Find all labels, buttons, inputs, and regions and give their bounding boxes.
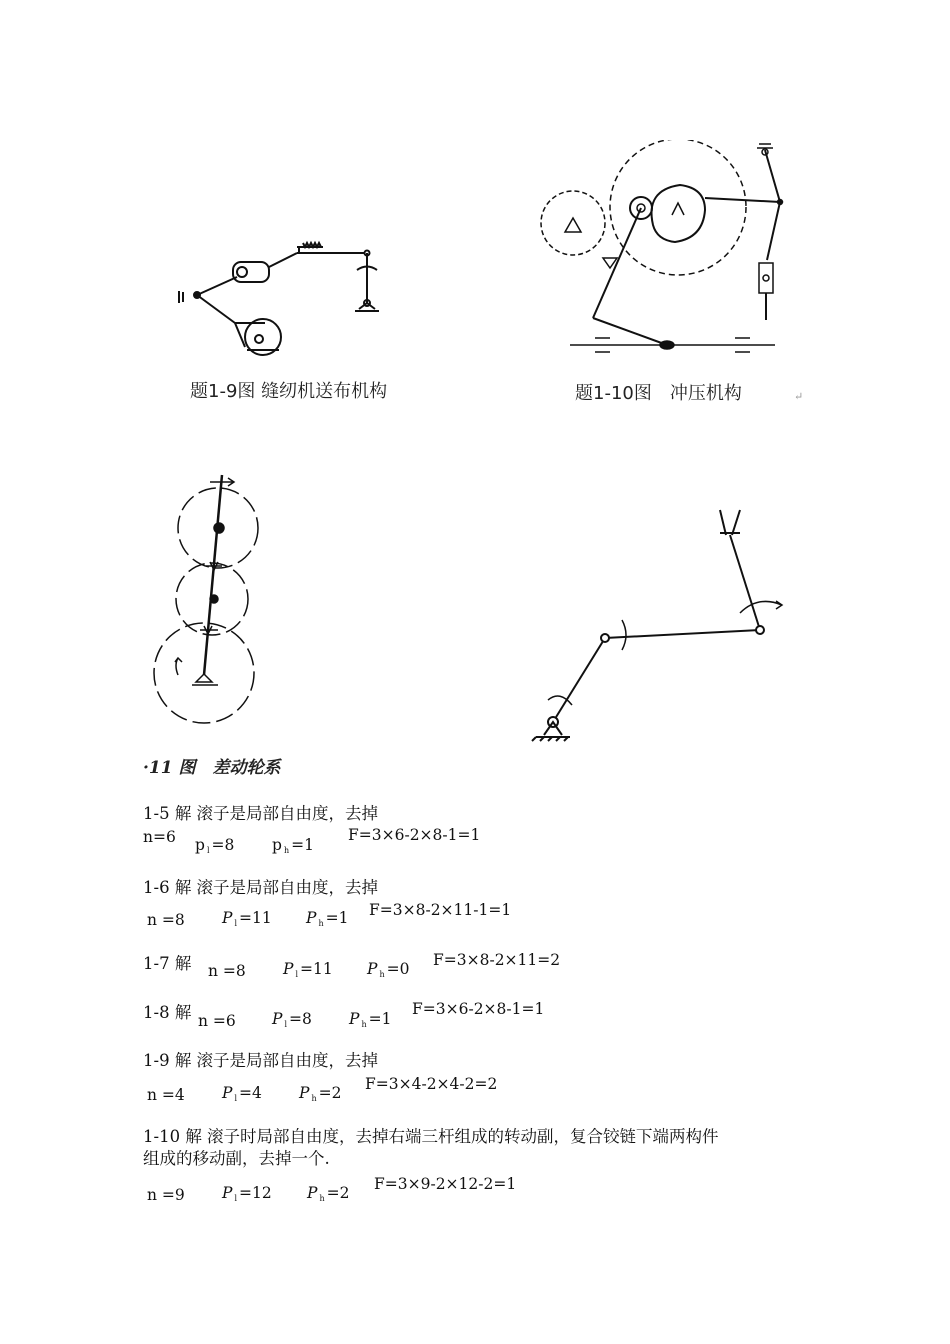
- solution-1-7-ph: P $_h$ =0: [367, 960, 410, 979]
- solution-1-5-pl: p $_l$ =8: [195, 836, 235, 855]
- figure-1-10-diagram: [535, 140, 795, 355]
- solution-1-9-n: n =4: [147, 1086, 185, 1104]
- paragraph-mark-icon: ↵: [794, 390, 804, 403]
- solution-1-6-pl: P $_l$ =11: [222, 909, 272, 928]
- solution-1-7-formula: F=3×8-2×11=2: [433, 951, 561, 969]
- solution-1-5-formula: F=3×6-2×8-1=1: [348, 826, 481, 844]
- solution-1-5-ph: p $_h$ =1: [272, 836, 314, 855]
- solution-1-10-pl: P $_l$ =12: [222, 1184, 272, 1203]
- solution-1-6-ph: P $_h$ =1: [306, 909, 349, 928]
- figure-1-11-caption: ·11 图 差动轮系: [143, 758, 281, 778]
- figure-1-10-caption: 题1-10图 冲压机构: [575, 383, 742, 404]
- solution-1-6-title: 1-6 解 滚子是局部自由度，去掉: [143, 878, 379, 897]
- figure-1-9-diagram: [175, 235, 395, 360]
- solution-1-10-title-line2: 组成的移动副，去掉一个.: [143, 1149, 330, 1168]
- solution-1-10-formula: F=3×9-2×12-2=1: [374, 1175, 517, 1193]
- solution-1-7-pl: P $_l$ =11: [283, 960, 333, 979]
- solution-1-10-ph: P $_h$ =2: [307, 1184, 350, 1203]
- solution-1-9-pl: P $_l$ =4: [222, 1084, 262, 1103]
- solution-1-10-title: 1-10 解 滚子时局部自由度，去掉右端三杆组成的转动副，复合铰链下端两构件: [143, 1127, 719, 1146]
- solution-1-7-title: 1-7 解: [143, 954, 192, 973]
- solution-1-10-n: n =9: [147, 1186, 185, 1204]
- solution-1-7-n: n =8: [208, 962, 246, 980]
- solution-1-6-n: n =8: [147, 911, 185, 929]
- solution-1-9-title: 1-9 解 滚子是局部自由度，去掉: [143, 1051, 379, 1070]
- solution-1-9-ph: P $_h$ =2: [299, 1084, 342, 1103]
- solution-1-5-title: 1-5 解 滚子是局部自由度，去掉: [143, 804, 379, 823]
- solution-1-5-n: n=6: [143, 828, 176, 846]
- figure-1-12-diagram: [530, 505, 800, 745]
- figure-1-9-caption: 题1-9图 缝纫机送布机构: [190, 381, 388, 402]
- solution-1-8-n: n =6: [198, 1012, 236, 1030]
- solution-1-9-formula: F=3×4-2×4-2=2: [365, 1075, 498, 1093]
- solution-1-8-title: 1-8 解: [143, 1003, 192, 1022]
- solution-1-6-formula: F=3×8-2×11-1=1: [369, 901, 512, 919]
- figure-1-11-diagram: [148, 470, 268, 725]
- solution-1-8-ph: P $_h$ =1: [349, 1010, 392, 1029]
- solution-1-8-pl: P $_l$ =8: [272, 1010, 312, 1029]
- solution-1-8-formula: F=3×6-2×8-1=1: [412, 1000, 545, 1018]
